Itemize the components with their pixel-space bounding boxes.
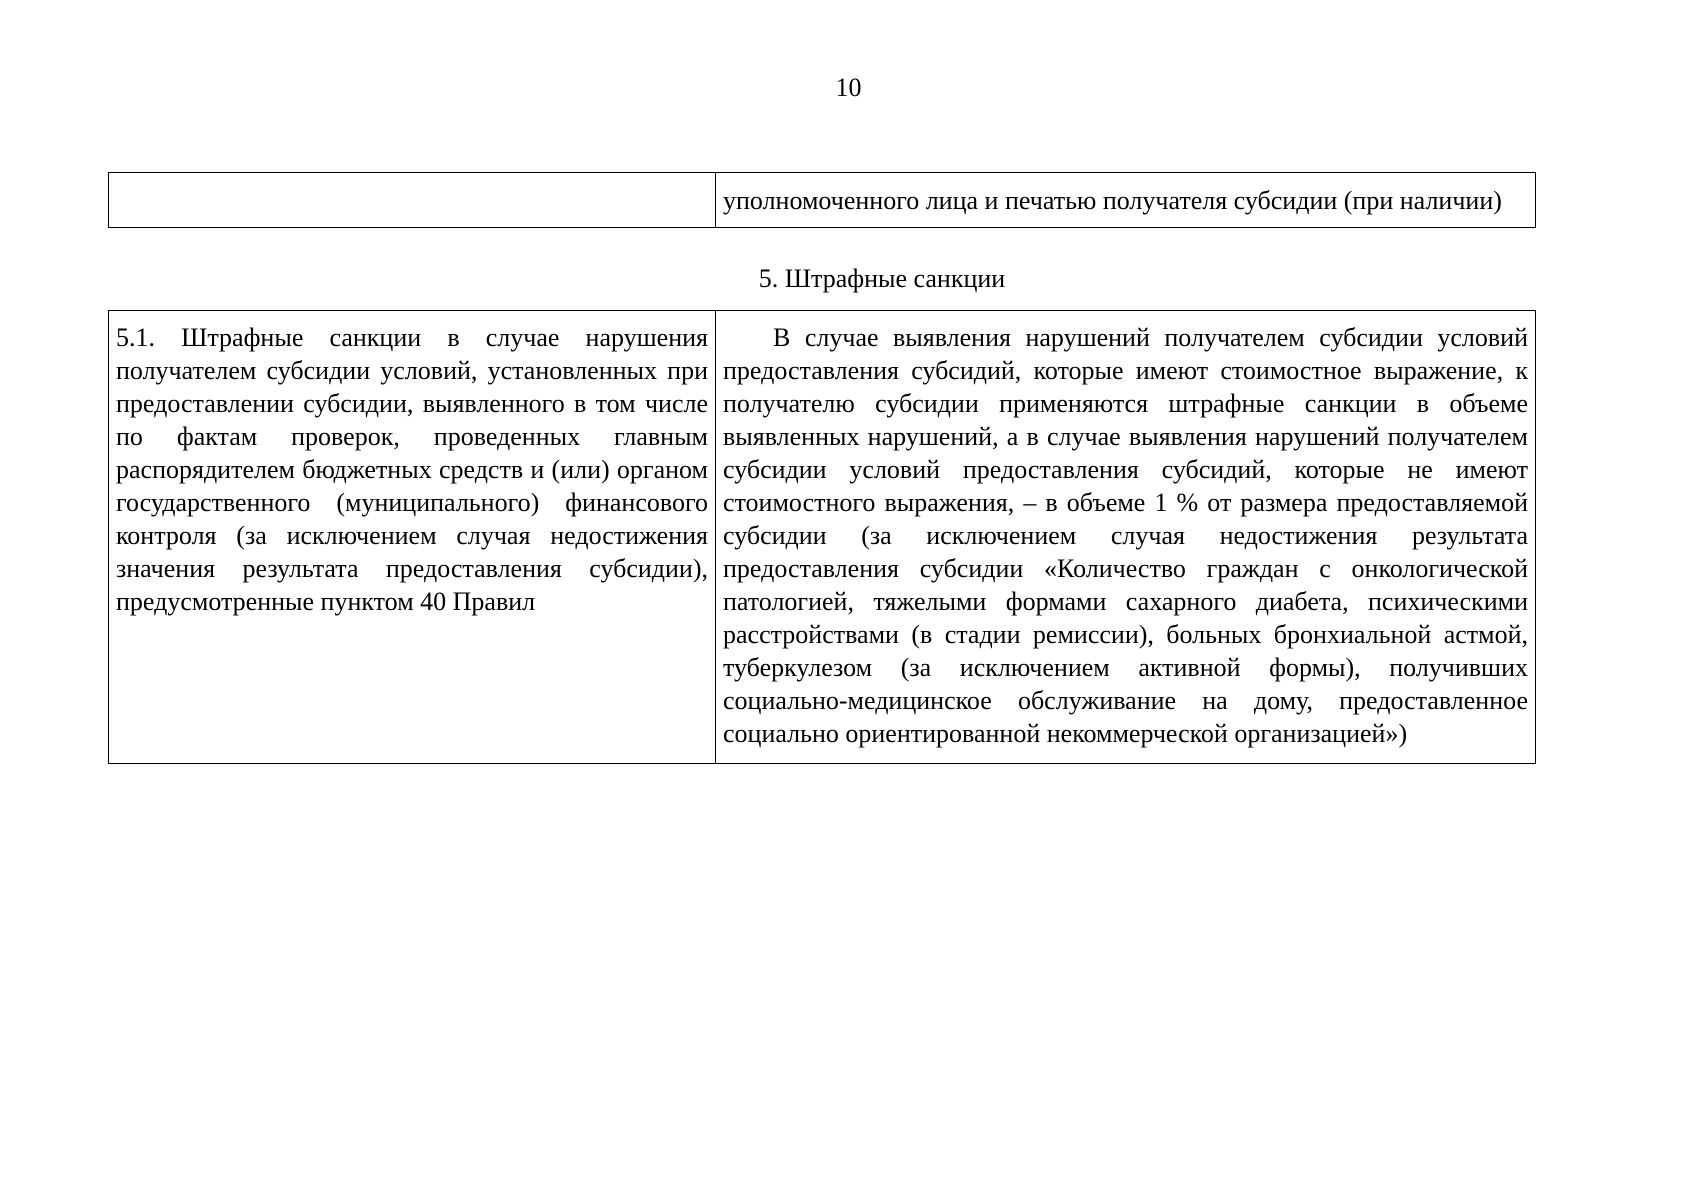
table-row — [109, 173, 1536, 228]
table-row — [109, 311, 1536, 764]
continued-table — [108, 172, 1536, 228]
sanctions-description-cell: В случае выявления нарушений получателем субсидии условий предоставления субсидий, которые имеют стоимостное выражение, к получателю субсидии применяются штрафные санкции в объеме выявленных нарушений, а в случае выявления нарушений получателем субсидии условий предоставления субсидий, которые не имеют стоимостного выражения, – в объеме 1 % от размера предоставляемой субсидии (за исключением случая недостижения результата предоставления субсидии «Количество граждан с онкологической патологией, тяжелыми формами сахарного диабета, психическими расстройствами (в стадии ремиссии), больных бронхиальной астмой, туберкулезом (за исключением активной формы), получивших социально-медицинское обслуживание на дому, предоставленное социально ориентированной некоммерческой организацией») — [716, 311, 1536, 764]
sanctions-condition-cell: 5.1. Штрафные санкции в случае нарушения получателем субсидии условий, установленных при предоставлении субсидии, выявленного в том числе по фактам проверок, проведенных главным распорядителем бюджетных средств и (или) органом государственного (муниципального) финансового контроля (за исключением случая недостижения значения результата предоставления субсидии), предусмотренные пунктом 40 Правил — [109, 311, 716, 764]
section-heading: 5. Штрафные санкции — [758, 264, 1006, 293]
continued-right-cell: уполномоченного лица и печатью получателя субсидии (при наличии) — [716, 173, 1536, 228]
page-number: 10 — [835, 73, 862, 102]
sanctions-table — [108, 310, 1536, 764]
continued-left-cell — [109, 173, 716, 228]
